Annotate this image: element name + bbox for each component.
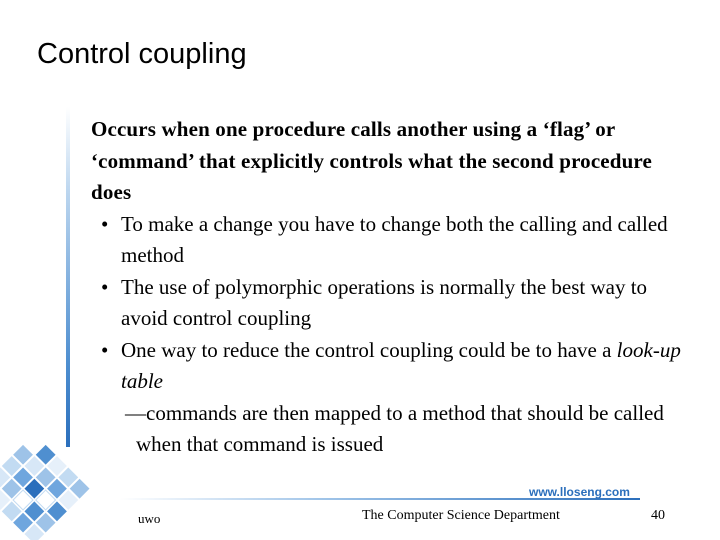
- slide-body: [91, 114, 691, 461]
- footer-department: The Computer Science Department: [362, 508, 560, 523]
- bullet-marker: •: [101, 337, 109, 362]
- bullet-text: To make a change you have to change both the calling and called method: [121, 211, 668, 267]
- bullet-text: The use of polymorphic operations is normally the best way to avoid control coupling: [121, 274, 648, 330]
- bullet-italic-term: look-up table: [121, 337, 681, 393]
- page-number: 40: [651, 508, 665, 523]
- sub-item: —commands are then mapped to a method that should be called when that command is issued: [125, 400, 664, 456]
- bullet-item: [91, 209, 691, 272]
- vertical-accent-line: [66, 107, 70, 447]
- footer-url: www.lloseng.com: [529, 485, 630, 499]
- intro-paragraph: Occurs when one procedure calls another using a ‘flag’ or ‘command’ that explicitly controls what the second procedure does: [91, 117, 652, 204]
- bullet-item: [91, 272, 691, 335]
- slide-title: Control coupling: [37, 38, 247, 70]
- bullet-text: One way to reduce the control coupling could be to have a: [121, 337, 617, 362]
- bullet-marker: •: [101, 211, 109, 236]
- bullet-item: [91, 335, 691, 398]
- footer-left-text: uwo: [138, 511, 161, 526]
- bullet-marker: •: [101, 274, 109, 299]
